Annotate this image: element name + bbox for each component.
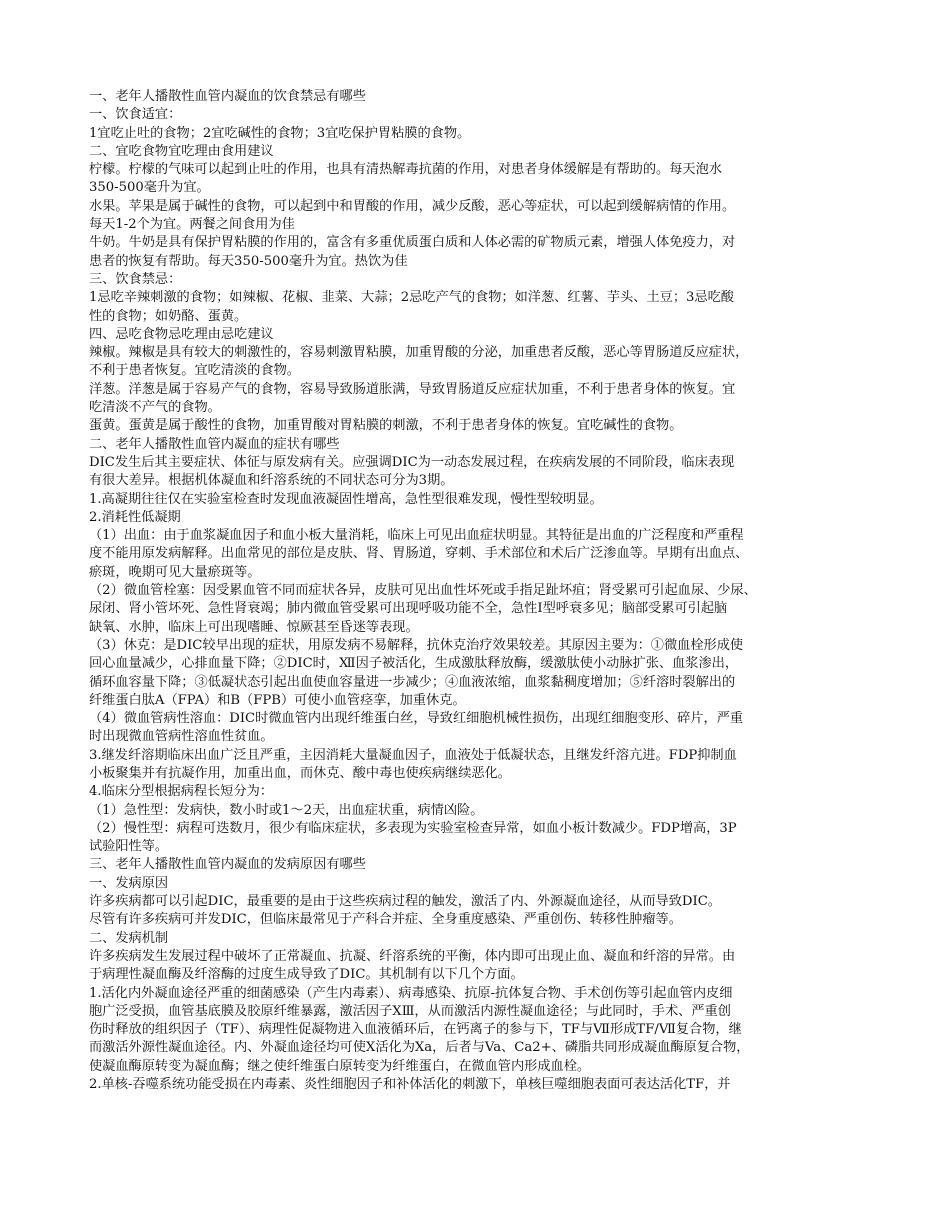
text-line: 许多疾病发生发展过程中破坏了正常凝血、抗凝、纤溶系统的平衡，体内即可出现止血、凝血和纤溶的异常。由 — [89, 948, 736, 964]
text-line: 于病理性凝血酶及纤溶酶的过度生成导致了DIC。其机制有以下几个方面。 — [89, 967, 524, 983]
text-line: （1）急性型：发病快，数小时或1～2天，出血症状重，病情凶险。 — [89, 802, 484, 818]
text-line: 纤维蛋白肽A（FPA）和B（FPB）可使小血管痉挛，加重休克。 — [89, 692, 466, 708]
text-line: 回心血量减少，心排血量下降；②DIC时，Ⅻ因子被活化，生成激肽释放酶，缓激肽使小动脉扩张、血浆渗出， — [89, 656, 739, 672]
text-line: 蛋黄。蛋黄是属于酸性的食物，加重胃酸对胃粘膜的刺激，不利于患者身体的恢复。宜吃碱性的食物。 — [89, 418, 683, 434]
text-line: 吃清淡不产气的食物。 — [89, 400, 221, 416]
text-line: 350-500毫升为宜。 — [89, 180, 210, 196]
text-line: 时出现微血管病性溶血性贫血。 — [89, 729, 274, 745]
text-line: 1.高凝期往往仅在实验室检查时发现血液凝固性增高，急性型很难发现，慢性型较明显。 — [89, 491, 603, 507]
text-line: 1宜吃止吐的食物；2宜吃碱性的食物；3宜吃保护胃粘膜的食物。 — [89, 125, 471, 141]
text-line: （2）慢性型：病程可迭数月，很少有临床症状，多表现为实验室检查异常，如血小板计数减少。FDP增高，3P — [89, 820, 737, 836]
text-line: 每天1-2个为宜。两餐之间食用为佳 — [89, 217, 295, 233]
text-line: 二、老年人播散性血管内凝血的症状有哪些 — [89, 436, 340, 452]
text-line: 辣椒。辣椒是具有较大的刺激性的，容易刺激胃粘膜，加重胃酸的分泌，加重患者反酸，恶心等胃肠道反应症状， — [89, 345, 749, 361]
text-line: 小板聚集并有抗凝作用，加重出血，而休克、酸中毒也使疾病继续恶化。 — [89, 765, 511, 781]
text-line: 洋葱。洋葱是属于容易产气的食物，容易导致肠道胀满，导致胃肠道反应症状加重，不利于患者身体的恢复。宜 — [89, 381, 736, 397]
text-line: 三、老年人播散性血管内凝血的发病原因有哪些 — [89, 857, 366, 873]
text-line: 度不能用原发病解释。出血常见的部位是皮肤、肾、胃肠道，穿刺、手术部位和术后广泛渗血等。早期有出血点、 — [89, 546, 749, 562]
text-line: 一、发病原因 — [89, 875, 169, 891]
text-line: 缺氧、水肿，临床上可出现嗜睡、惊厥甚至昏迷等表现。 — [89, 619, 419, 635]
text-line: 患者的恢复有帮助。每天350-500毫升为宜。热饮为佳 — [89, 253, 408, 269]
text-line: 试验阳性等。 — [89, 839, 169, 855]
text-line: 4.临床分型根据病程长短分为： — [89, 784, 274, 800]
text-line: 使凝血酶原转变为凝血酶；继之使纤维蛋白原转变为纤维蛋白，在微血管内形成血栓。 — [89, 1058, 591, 1074]
text-line: 1忌吃辛辣刺激的食物；如辣椒、花椒、韭菜、大蒜；2忌吃产气的食物；如洋葱、红薯、芋头、土豆；3忌吃酸 — [89, 290, 734, 306]
text-line: 许多疾病都可以引起DIC，最重要的是由于这些疾病过程的触发，激活了内、外源凝血途径，从而导致DIC。 — [89, 894, 721, 910]
text-line: 2.单核-吞噬系统功能受损在内毒素、炎性细胞因子和补体活化的刺激下，单核巨噬细胞表面可表达活化TF，并 — [89, 1077, 731, 1093]
text-line: 3.继发纤溶期临床出血广泛且严重，主因消耗大量凝血因子，血液处于低凝状态，且继发纤溶亢进。FDP抑制血 — [89, 747, 737, 763]
text-line: 2.消耗性低凝期 — [89, 509, 181, 525]
text-line: 水果。苹果是属于碱性的食物，可以起到中和胃酸的作用，减少反酸，恶心等症状，可以起到缓解病情的作用。 — [89, 198, 736, 214]
text-line: 性的食物；如奶酪、蛋黄。 — [89, 308, 248, 324]
text-line: 四、忌吃食物忌吃理由忌吃建议 — [89, 326, 274, 342]
text-line: 伤时释放的组织因子（TF）、病理性促凝物进入血液循环后，在钙离子的参与下，TF与Ⅶ形成TF/Ⅶ复合物，继 — [89, 1022, 742, 1038]
text-line: 循环血容量下降；③低凝状态引起出血使血容量进一步减少；④血液浓缩，血浆黏稠度增加；⑤纤溶时裂解出的 — [89, 674, 736, 690]
text-line: （3）休克：是DIC较早出现的症状，用原发病不易解释，抗休克治疗效果较差。其原因主要为：①微血栓形成使 — [89, 637, 744, 653]
text-line: 一、老年人播散性血管内凝血的饮食禁忌有哪些 — [89, 89, 366, 104]
text-line: 二、发病机制 — [89, 930, 169, 946]
text-line: 牛奶。牛奶是具有保护胃粘膜的作用的，富含有多重优质蛋白质和人体必需的矿物质元素，增强人体免疫力，对 — [89, 235, 736, 251]
text-line: （4）微血管病性溶血：DIC时微血管内出现纤维蛋白丝，导致红细胞机械性损伤，出现红细胞变形、碎片，严重 — [89, 711, 744, 727]
text-line: 尽管有许多疾病可并发DIC，但临床最常见于产科合并症、全身重度感染、严重创伤、转移性肿瘤等。 — [89, 912, 682, 928]
text-line: 柠檬。柠檬的气味可以起到止吐的作用，也具有清热解毒抗菌的作用，对患者身体缓解是有帮助的。每天泡水 — [89, 162, 722, 178]
text-line: 胞广泛受损，血管基底膜及胶原纤维暴露，激活因子ⅩⅢ，从而激活内源性凝血途径；与此同时，手术、严重创 — [89, 1003, 731, 1019]
text-line: 瘀斑，晚期可见大量瘀斑等。 — [89, 564, 261, 580]
text-line: 而激活外源性凝血途径。内、外凝血途径均可使Ⅹ活化为Ⅹa，后者与Va、Ca2+、磷脂共同形成凝血酶原复合物， — [89, 1040, 750, 1056]
text-line: 二、宜吃食物宜吃理由食用建议 — [89, 143, 274, 159]
text-line: 1.活化内外凝血途径严重的细菌感染（产生内毒素）、病毒感染、抗原-抗体复合物、手术创伤等引起血管内皮细 — [89, 985, 733, 1001]
text-line: 尿闭、肾小管坏死、急性肾衰竭；肺内微血管受累可出现呼吸功能不全，急性Ⅰ型呼衰多见；脑部受累可引起脑 — [89, 601, 728, 617]
text-line: 三、饮食禁忌： — [89, 271, 182, 287]
text-line: （2）微血管栓塞：因受累血管不同而症状各异，皮肤可见出血性坏死或手指足趾坏疽；肾受累可引起血尿、少尿、 — [89, 583, 757, 599]
text-line: DIC发生后其主要症状、体征与原发病有关。应强调DIC为一动态发展过程，在疾病发展的不同阶段，临床表现 — [89, 454, 735, 470]
text-line: 一、饮食适宜： — [89, 107, 182, 123]
text-line: 不利于患者恢复。宜吃清淡的食物。 — [89, 363, 300, 379]
text-line: 有很大差异。根据机体凝血和纤溶系统的不同状态可分为3期。 — [89, 473, 454, 489]
text-line: （1）出血：由于血浆凝血因子和血小板大量消耗，临床上可见出血症状明显。其特征是出血的广泛程度和严重程 — [89, 528, 744, 544]
